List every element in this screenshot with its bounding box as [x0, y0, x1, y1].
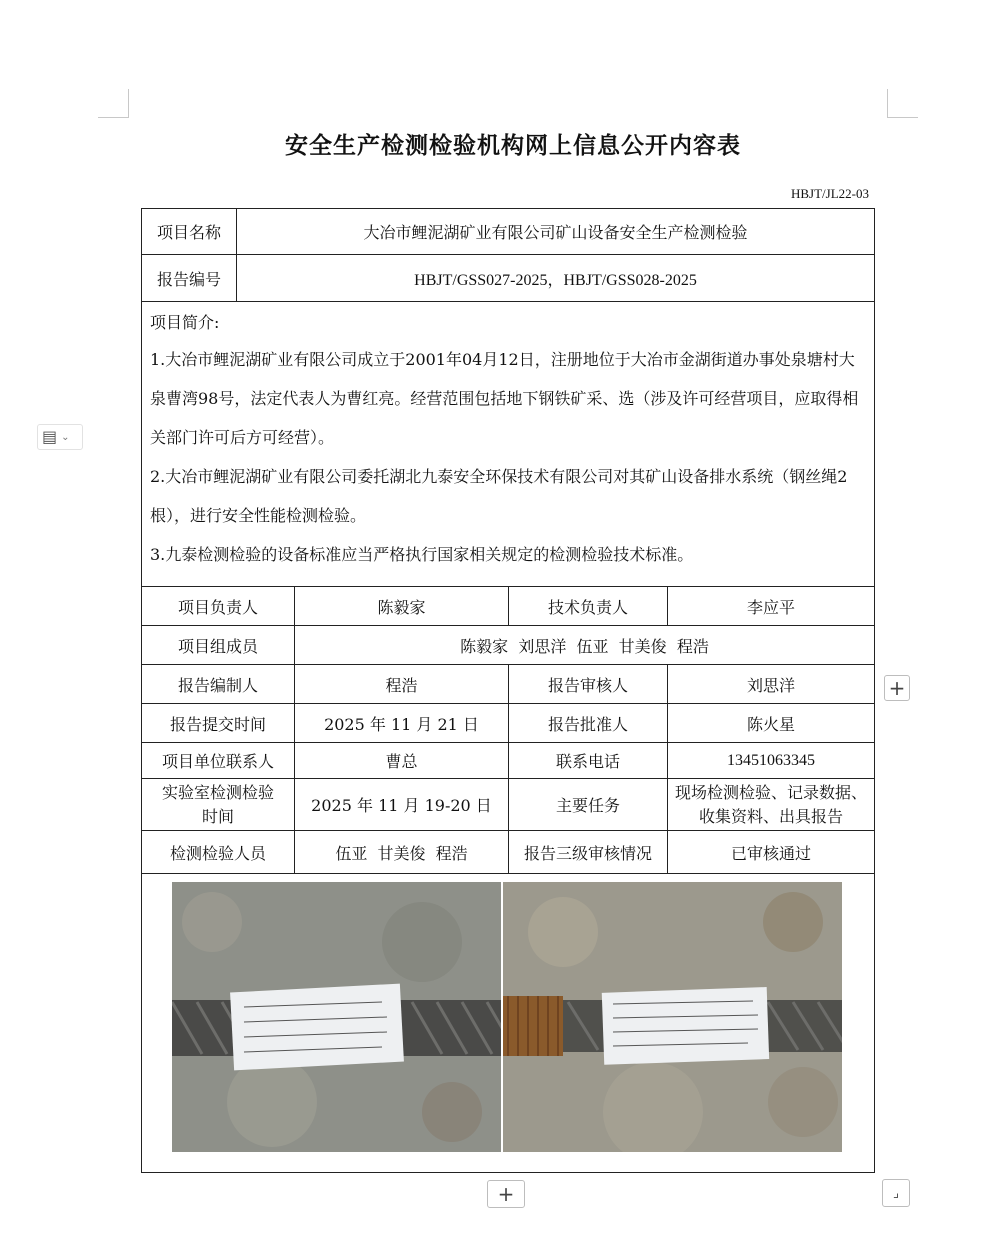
submit-label: 报告提交时间: [142, 704, 295, 743]
intro-paragraph-3: 3.九泰检测检验的设备标准应当严格执行国家相关规定的检测检验技术标准。: [150, 545, 694, 564]
page-corner-mark-top-right: [887, 89, 918, 118]
intro-paragraph-1: 1.大冶市鲤泥湖矿业有限公司成立于2001年04月12日，注册地位于大冶市金湖街道办事处泉塘村大泉曹湾98号，法定代表人为曹红亮。经营范围包括地下钢铁矿采、选（涉及许可经营项目，应取得相关部门许可后方可经营）。: [150, 350, 859, 447]
report-no-value: HBJT/GSS027-2025，HBJT/GSS028-2025: [237, 255, 875, 302]
task-value: 现场检测检验、记录数据、收集资料、出具报告: [668, 779, 875, 831]
tech-leader-value: 李应平: [668, 587, 875, 626]
plus-icon: +: [497, 1182, 515, 1206]
phone-label: 联系电话: [509, 743, 668, 779]
review-status-label: 报告三级审核情况: [509, 831, 668, 874]
photo-cell: [142, 874, 875, 1173]
phone-value: 13451063345: [668, 743, 875, 779]
wire-rope-photo-2[interactable]: [503, 882, 842, 1152]
approver-value: 陈火星: [668, 704, 875, 743]
compiler-value: 程浩: [295, 665, 509, 704]
task-label: 主要任务: [509, 779, 668, 831]
inspectors-value: 伍亚 甘美俊 程浩: [295, 831, 509, 874]
paragraph-menu-icon: ▤: [42, 427, 58, 446]
approver-label: 报告批准人: [509, 704, 668, 743]
project-name-label: 项目名称: [142, 209, 237, 255]
intro-label: 项目简介:: [150, 313, 220, 332]
paragraph-menu-button[interactable]: [37, 424, 83, 450]
leader-label: 项目负责人: [142, 587, 295, 626]
compiler-label: 报告编制人: [142, 665, 295, 704]
project-name-value: 大冶市鲤泥湖矿业有限公司矿山设备安全生产检测检验: [237, 209, 875, 255]
wire-rope-photo-1[interactable]: [172, 882, 501, 1152]
submit-value: 2025 年 11 月 21 日: [295, 704, 509, 743]
info-table: [141, 208, 875, 1173]
page-title: 安全生产检测检验机构网上信息公开内容表: [285, 133, 741, 159]
reviewer-value: 刘思洋: [668, 665, 875, 704]
lab-time-value: 2025 年 11 月 19-20 日: [295, 779, 509, 831]
report-no-label: 报告编号: [142, 255, 237, 302]
members-label: 项目组成员: [142, 626, 295, 665]
intro-paragraph-2: 2.大冶市鲤泥湖矿业有限公司委托湖北九泰安全环保技术有限公司对其矿山设备排水系统（钢丝绳2根），进行安全性能检测检验。: [150, 467, 848, 525]
resize-corner-icon: ⌟: [892, 1185, 900, 1201]
add-row-button[interactable]: [884, 675, 910, 701]
contact-label: 项目单位联系人: [142, 743, 295, 779]
inspectors-label: 检测检验人员: [142, 831, 295, 874]
page-corner-mark-top-left: [98, 89, 129, 118]
members-value: 陈毅家 刘思洋 伍亚 甘美俊 程浩: [295, 626, 875, 665]
project-intro: [142, 302, 875, 587]
resize-button[interactable]: [882, 1179, 910, 1207]
leader-value: 陈毅家: [295, 587, 509, 626]
lab-time-label: 实验室检测检验时间: [142, 779, 295, 831]
add-below-button[interactable]: [487, 1180, 525, 1208]
plus-icon: +: [888, 676, 906, 700]
reviewer-label: 报告审核人: [509, 665, 668, 704]
tech-leader-label: 技术负责人: [509, 587, 668, 626]
chevron-down-icon: ⌄: [61, 431, 70, 443]
form-code: HBJT/JL22-03: [791, 186, 869, 201]
contact-value: 曹总: [295, 743, 509, 779]
review-status-value: 已审核通过: [668, 831, 875, 874]
